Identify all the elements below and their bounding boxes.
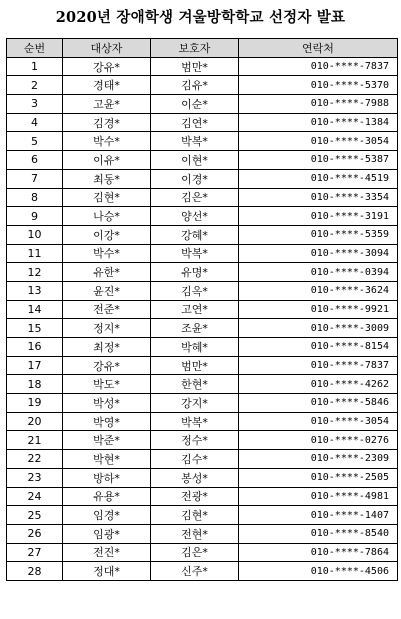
cell-contact: 010-****-9921 xyxy=(239,300,398,319)
cell-contact: 010-****-5846 xyxy=(239,394,398,413)
cell-contact: 010-****-5387 xyxy=(239,151,398,170)
table-row xyxy=(7,319,398,338)
cell-student: 유한* xyxy=(63,263,151,282)
table-row xyxy=(7,300,398,319)
cell-student: 최동* xyxy=(63,169,151,188)
cell-contact: 010-****-0276 xyxy=(239,431,398,450)
cell-student: 박성* xyxy=(63,394,151,413)
header-guardian: 보호자 xyxy=(151,39,239,58)
cell-number: 28 xyxy=(7,562,63,581)
header-number: 순번 xyxy=(7,39,63,58)
table-row xyxy=(7,431,398,450)
cell-number: 4 xyxy=(7,113,63,132)
cell-contact: 010-****-4981 xyxy=(239,487,398,506)
cell-student: 유용* xyxy=(63,487,151,506)
table-body xyxy=(7,57,398,580)
cell-number: 15 xyxy=(7,319,63,338)
cell-student: 이유* xyxy=(63,151,151,170)
cell-number: 27 xyxy=(7,543,63,562)
cell-student: 박수* xyxy=(63,132,151,151)
cell-number: 19 xyxy=(7,394,63,413)
cell-student: 김경* xyxy=(63,113,151,132)
table-row xyxy=(7,394,398,413)
cell-number: 5 xyxy=(7,132,63,151)
cell-number: 25 xyxy=(7,506,63,525)
cell-number: 12 xyxy=(7,263,63,282)
cell-student: 박영* xyxy=(63,412,151,431)
cell-guardian: 양선* xyxy=(151,207,239,226)
cell-contact: 010-****-3191 xyxy=(239,207,398,226)
cell-number: 24 xyxy=(7,487,63,506)
cell-guardian: 전광* xyxy=(151,487,239,506)
table-row xyxy=(7,151,398,170)
table-row xyxy=(7,225,398,244)
cell-number: 3 xyxy=(7,95,63,114)
header-contact: 연락처 xyxy=(239,39,398,58)
cell-student: 고윤* xyxy=(63,95,151,114)
cell-contact: 010-****-0394 xyxy=(239,263,398,282)
cell-guardian: 김옥* xyxy=(151,281,239,300)
page-title: 2020년 장애학생 겨울방학학교 선정자 발표 xyxy=(55,9,346,26)
cell-student: 김현* xyxy=(63,188,151,207)
cell-student: 박수* xyxy=(63,244,151,263)
header-student: 대상자 xyxy=(63,39,151,58)
cell-student: 윤진* xyxy=(63,281,151,300)
table-row xyxy=(7,506,398,525)
cell-student: 나승* xyxy=(63,207,151,226)
cell-guardian: 박혜* xyxy=(151,338,239,357)
cell-number: 14 xyxy=(7,300,63,319)
cell-student: 박현* xyxy=(63,450,151,469)
cell-student: 방하* xyxy=(63,468,151,487)
cell-number: 9 xyxy=(7,207,63,226)
cell-number: 2 xyxy=(7,76,63,95)
cell-student: 박준* xyxy=(63,431,151,450)
cell-contact: 010-****-3624 xyxy=(239,281,398,300)
cell-student: 전준* xyxy=(63,300,151,319)
table-row xyxy=(7,468,398,487)
table-row xyxy=(7,281,398,300)
table-row xyxy=(7,338,398,357)
cell-number: 16 xyxy=(7,338,63,357)
cell-number: 13 xyxy=(7,281,63,300)
cell-contact: 010-****-8540 xyxy=(239,524,398,543)
cell-number: 21 xyxy=(7,431,63,450)
table-row xyxy=(7,524,398,543)
table-row xyxy=(7,188,398,207)
cell-student: 박도* xyxy=(63,375,151,394)
cell-guardian: 강혜* xyxy=(151,225,239,244)
table-row xyxy=(7,487,398,506)
cell-contact: 010-****-4262 xyxy=(239,375,398,394)
table-header-row xyxy=(7,39,398,58)
table-row xyxy=(7,169,398,188)
cell-student: 경태* xyxy=(63,76,151,95)
cell-guardian: 이순* xyxy=(151,95,239,114)
cell-student: 임경* xyxy=(63,506,151,525)
cell-guardian: 신주* xyxy=(151,562,239,581)
cell-student: 임광* xyxy=(63,524,151,543)
cell-contact: 010-****-3054 xyxy=(239,412,398,431)
cell-contact: 010-****-2505 xyxy=(239,468,398,487)
cell-contact: 010-****-3094 xyxy=(239,244,398,263)
table-row xyxy=(7,207,398,226)
cell-contact: 010-****-7864 xyxy=(239,543,398,562)
table-row xyxy=(7,450,398,469)
cell-student: 최정* xyxy=(63,338,151,357)
cell-number: 18 xyxy=(7,375,63,394)
cell-number: 23 xyxy=(7,468,63,487)
cell-number: 8 xyxy=(7,188,63,207)
table-row xyxy=(7,95,398,114)
selection-table xyxy=(6,38,398,581)
cell-guardian: 정수* xyxy=(151,431,239,450)
cell-contact: 010-****-5370 xyxy=(239,76,398,95)
cell-contact: 010-****-4519 xyxy=(239,169,398,188)
cell-guardian: 전현* xyxy=(151,524,239,543)
table-row xyxy=(7,76,398,95)
table-row xyxy=(7,57,398,76)
table-row xyxy=(7,543,398,562)
cell-guardian: 김연* xyxy=(151,113,239,132)
cell-student: 전진* xyxy=(63,543,151,562)
cell-guardian: 조윤* xyxy=(151,319,239,338)
cell-number: 10 xyxy=(7,225,63,244)
cell-guardian: 한현* xyxy=(151,375,239,394)
cell-guardian: 고연* xyxy=(151,300,239,319)
cell-student: 강유* xyxy=(63,356,151,375)
cell-guardian: 김은* xyxy=(151,188,239,207)
cell-guardian: 이현* xyxy=(151,151,239,170)
cell-contact: 010-****-7837 xyxy=(239,57,398,76)
table-row xyxy=(7,113,398,132)
table-row xyxy=(7,263,398,282)
cell-number: 22 xyxy=(7,450,63,469)
cell-guardian: 박복* xyxy=(151,244,239,263)
table-row xyxy=(7,375,398,394)
cell-guardian: 범만* xyxy=(151,356,239,375)
cell-guardian: 박복* xyxy=(151,132,239,151)
cell-contact: 010-****-4506 xyxy=(239,562,398,581)
cell-number: 7 xyxy=(7,169,63,188)
cell-number: 20 xyxy=(7,412,63,431)
cell-guardian: 김유* xyxy=(151,76,239,95)
cell-guardian: 김은* xyxy=(151,543,239,562)
cell-number: 17 xyxy=(7,356,63,375)
cell-guardian: 유명* xyxy=(151,263,239,282)
table-row xyxy=(7,562,398,581)
cell-contact: 010-****-1384 xyxy=(239,113,398,132)
cell-contact: 010-****-7837 xyxy=(239,356,398,375)
cell-number: 26 xyxy=(7,524,63,543)
cell-contact: 010-****-3354 xyxy=(239,188,398,207)
cell-student: 이강* xyxy=(63,225,151,244)
cell-guardian: 범만* xyxy=(151,57,239,76)
cell-number: 6 xyxy=(7,151,63,170)
cell-contact: 010-****-1407 xyxy=(239,506,398,525)
table-row xyxy=(7,132,398,151)
cell-guardian: 봉성* xyxy=(151,468,239,487)
cell-contact: 010-****-8154 xyxy=(239,338,398,357)
cell-number: 1 xyxy=(7,57,63,76)
table-row xyxy=(7,412,398,431)
cell-student: 정대* xyxy=(63,562,151,581)
cell-guardian: 김수* xyxy=(151,450,239,469)
cell-student: 강유* xyxy=(63,57,151,76)
table-row xyxy=(7,244,398,263)
cell-guardian: 이경* xyxy=(151,169,239,188)
cell-contact: 010-****-3054 xyxy=(239,132,398,151)
cell-contact: 010-****-5359 xyxy=(239,225,398,244)
cell-number: 11 xyxy=(7,244,63,263)
cell-contact: 010-****-2309 xyxy=(239,450,398,469)
table-row xyxy=(7,356,398,375)
cell-contact: 010-****-3009 xyxy=(239,319,398,338)
cell-guardian: 김현* xyxy=(151,506,239,525)
cell-guardian: 강지* xyxy=(151,394,239,413)
cell-student: 정지* xyxy=(63,319,151,338)
cell-guardian: 박복* xyxy=(151,412,239,431)
cell-contact: 010-****-7988 xyxy=(239,95,398,114)
